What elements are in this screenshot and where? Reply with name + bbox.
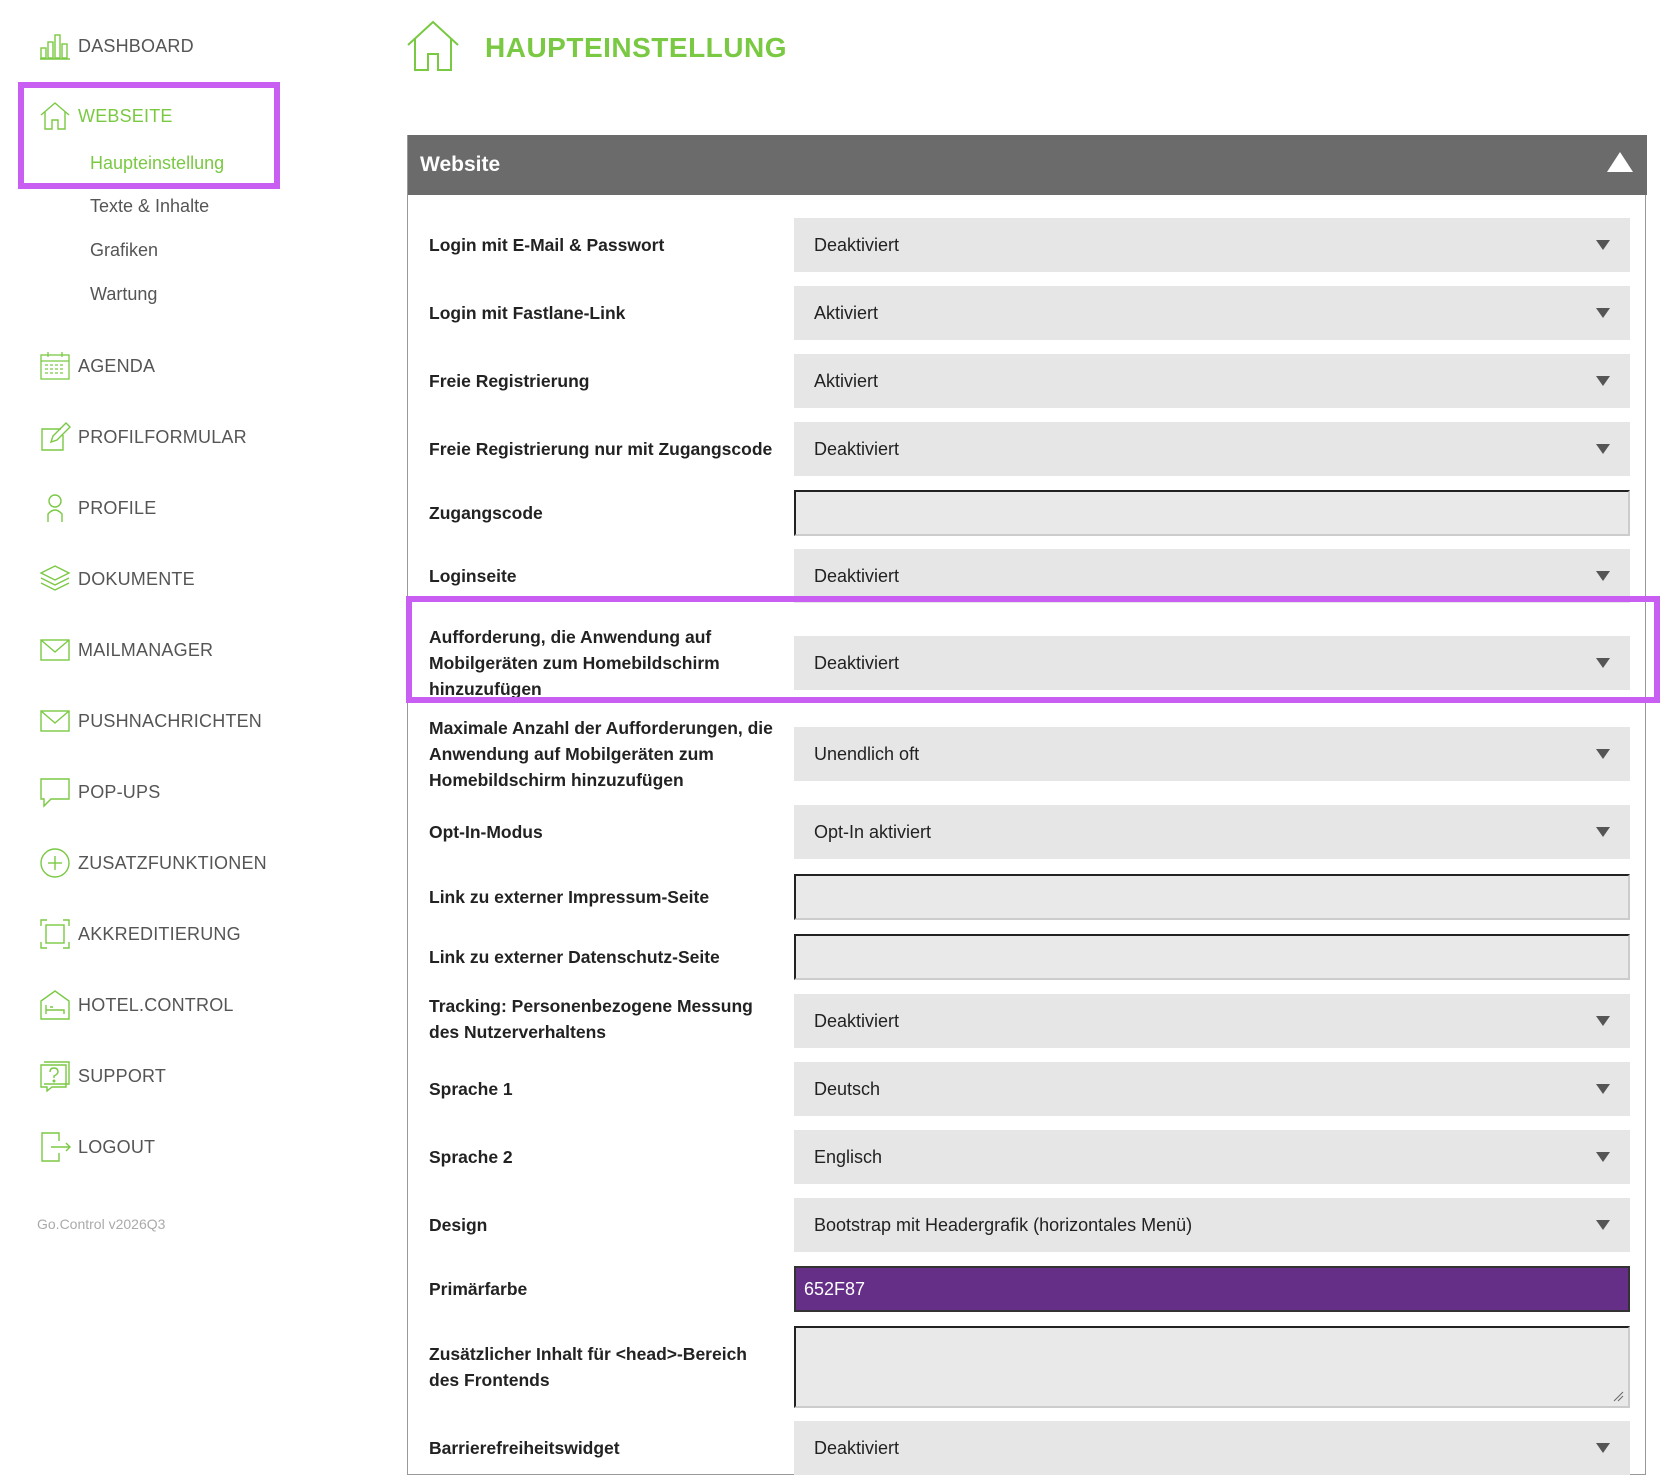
caret-down-icon [1596,827,1610,837]
sidebar-subitem-haupteinstellung[interactable]: Haupteinstellung [90,153,225,173]
sidebar-item-profile[interactable] [38,488,156,528]
select-value: Englisch [814,1146,883,1167]
setting-row [408,549,1647,603]
setting-row [408,354,1647,408]
login-email-select[interactable] [794,218,1630,272]
select-value: Opt-In aktiviert [814,821,932,842]
highlight-box [18,82,280,189]
sidebar-item-logout[interactable] [38,1127,155,1167]
sidebar-item-label: SUPPORT [78,1065,167,1086]
calendar-icon [38,349,72,383]
setting-label: Tracking: Personenbezogene Messung des Nutzerverhaltens [429,996,753,1042]
bar-chart-icon [38,29,72,63]
setting-label: Barrierefreiheitswidget [429,1438,620,1458]
setting-label: Zusätzlicher Inhalt für <head>-Bereich des Frontends [429,1344,747,1390]
caret-down-icon [1596,1084,1610,1094]
setting-row [408,805,1647,859]
free-registration-select[interactable] [794,354,1630,408]
setting-label: Design [429,1215,488,1235]
sidebar-item-agenda[interactable] [38,346,155,386]
sidebar-item-mailmanager[interactable] [38,630,213,670]
sidebar-item-label: ZUSATZFUNKTIONEN [78,852,267,873]
speech-bubble-icon [38,775,72,809]
sidebar-item-label: PROFILE [78,497,157,518]
edit-icon [38,420,72,454]
select-value: Unendlich oft [814,743,920,764]
sidebar-item-akkreditierung[interactable] [38,914,241,954]
sidebar-item-label: PUSHNACHRICHTEN [78,710,263,731]
sidebar-item-support[interactable] [38,1056,166,1096]
setting-label: Loginseite [429,566,517,586]
user-icon [38,491,72,525]
setting-label: Maximale Anzahl der Aufforderungen, die Anwendung auf Mobilgeräten zum Homebildschirm hinzuzufügen [429,718,773,790]
select-value: Deaktiviert [814,1437,900,1458]
opt-in-mode-select[interactable] [794,805,1630,859]
setting-row [408,490,1647,536]
imprint-link-input[interactable] [794,874,1630,920]
sidebar-item-profilformular[interactable] [38,417,247,457]
login-fastlane-select[interactable] [794,286,1630,340]
sidebar [0,0,380,1479]
page-title: HAUPTEINSTELLUNG [485,32,787,63]
website-panel [407,135,1646,1475]
caret-down-icon [1596,1016,1610,1026]
sidebar-item-hotel-control[interactable] [38,985,234,1025]
mail-icon [38,633,72,667]
setting-row [408,1130,1647,1184]
house-icon [405,18,461,79]
caret-down-icon [1596,376,1610,386]
layers-icon [38,562,72,596]
setting-label: Opt-In-Modus [429,822,543,842]
language-2-select[interactable] [794,1130,1630,1184]
sidebar-subitem-grafiken[interactable]: Grafiken [90,240,159,260]
mail-icon [38,704,72,738]
sidebar-item-label: PROFILFORMULAR [78,426,247,447]
caret-down-icon [1596,1443,1610,1453]
select-value: Deaktiviert [814,234,900,255]
select-value: Deaktiviert [814,565,900,586]
sidebar-item-pushnachrichten[interactable] [38,701,262,741]
sidebar-subitem-texte-inhalte[interactable]: Texte & Inhalte [90,196,210,216]
sidebar-item-label: AGENDA [78,355,156,376]
setting-label: Freie Registrierung nur mit Zugangscode [429,439,773,459]
setting-row [408,218,1647,272]
sidebar-item-dokumente[interactable] [38,559,195,599]
setting-label: Freie Registrierung [429,371,590,391]
setting-row [408,874,1647,920]
accessibility-widget-select[interactable] [794,1421,1630,1475]
caret-down-icon [1596,240,1610,250]
highlight-box [406,596,1660,703]
caret-down-icon [1596,1152,1610,1162]
setting-label: Link zu externer Datenschutz-Seite [429,947,720,967]
setting-row [408,1266,1647,1312]
login-page-select[interactable] [794,549,1630,603]
sidebar-item-label: MAILMANAGER [78,639,214,660]
caret-down-icon [1596,308,1610,318]
sidebar-item-zusatzfunktionen[interactable] [38,843,267,883]
primary-color-input[interactable]: 652F87 [794,1266,1630,1312]
setting-label: Login mit E-Mail & Passwort [429,235,665,255]
caret-down-icon [1596,749,1610,759]
sidebar-item-label: WEBSEITE [78,105,173,126]
setting-label: Aufforderung, die Anwendung auf Mobilgeräten zum Homebildschirm hinzuzufügen [429,627,720,699]
design-select[interactable] [794,1198,1630,1252]
head-content-textarea[interactable] [794,1326,1630,1408]
select-value: Deutsch [814,1078,881,1099]
select-value: Bootstrap mit Headergrafik (horizontales Menü) [814,1214,1193,1235]
select-value: Deaktiviert [814,1010,900,1031]
sidebar-item-label: HOTEL.CONTROL [78,994,234,1015]
help-icon [38,1059,72,1093]
panel-title: Website [420,153,501,176]
caret-down-icon [1596,444,1610,454]
sidebar-subitem-wartung[interactable]: Wartung [90,284,158,304]
setting-row [408,286,1647,340]
logout-icon [38,1130,72,1164]
homescreen-prompt-count-select[interactable] [794,727,1630,781]
setting-row [408,988,1647,1050]
setting-row [408,1062,1647,1116]
sidebar-item-label: AKKREDITIERUNG [78,923,241,944]
select-value: Aktiviert [814,302,879,323]
setting-row [408,1421,1647,1475]
registration-code-only-select[interactable] [794,422,1630,476]
setting-label: Zugangscode [429,503,543,523]
sidebar-item-label: POP-UPS [78,781,161,802]
language-1-select[interactable] [794,1062,1630,1116]
collapse-triangle-icon[interactable] [1607,152,1633,172]
panel-header[interactable] [408,135,1647,195]
sidebar-item-label: LOGOUT [78,1136,156,1157]
setting-row [408,714,1647,794]
setting-row [408,1198,1647,1252]
setting-label: Login mit Fastlane-Link [429,303,626,323]
select-value: Aktiviert [814,370,879,391]
sidebar-item-label: DASHBOARD [78,35,194,56]
setting-row [408,934,1647,980]
setting-label: Link zu externer Impressum-Seite [429,887,710,907]
hotel-icon [38,988,72,1022]
privacy-link-input[interactable] [794,934,1630,980]
page-header [405,18,787,78]
select-value: Deaktiviert [814,438,900,459]
select-value: Deaktiviert [814,652,900,673]
setting-label: Sprache 2 [429,1147,513,1167]
plus-circle-icon [38,846,72,880]
tracking-select[interactable] [794,994,1630,1048]
scan-frame-icon [38,917,72,951]
setting-label: Sprache 1 [429,1079,513,1099]
sidebar-item-label: DOKUMENTE [78,568,195,589]
setting-row [408,422,1647,476]
caret-down-icon [1596,1220,1610,1230]
setting-row [408,1326,1647,1408]
sidebar-item-pop-ups[interactable] [38,772,160,812]
sidebar-item-dashboard[interactable] [38,26,194,66]
version-label: Go.Control v2026Q3 [37,1216,166,1232]
caret-down-icon [1596,571,1610,581]
access-code-input[interactable] [794,490,1630,536]
resize-grip-icon[interactable] [1612,1390,1624,1402]
setting-label: Primärfarbe [429,1279,528,1299]
